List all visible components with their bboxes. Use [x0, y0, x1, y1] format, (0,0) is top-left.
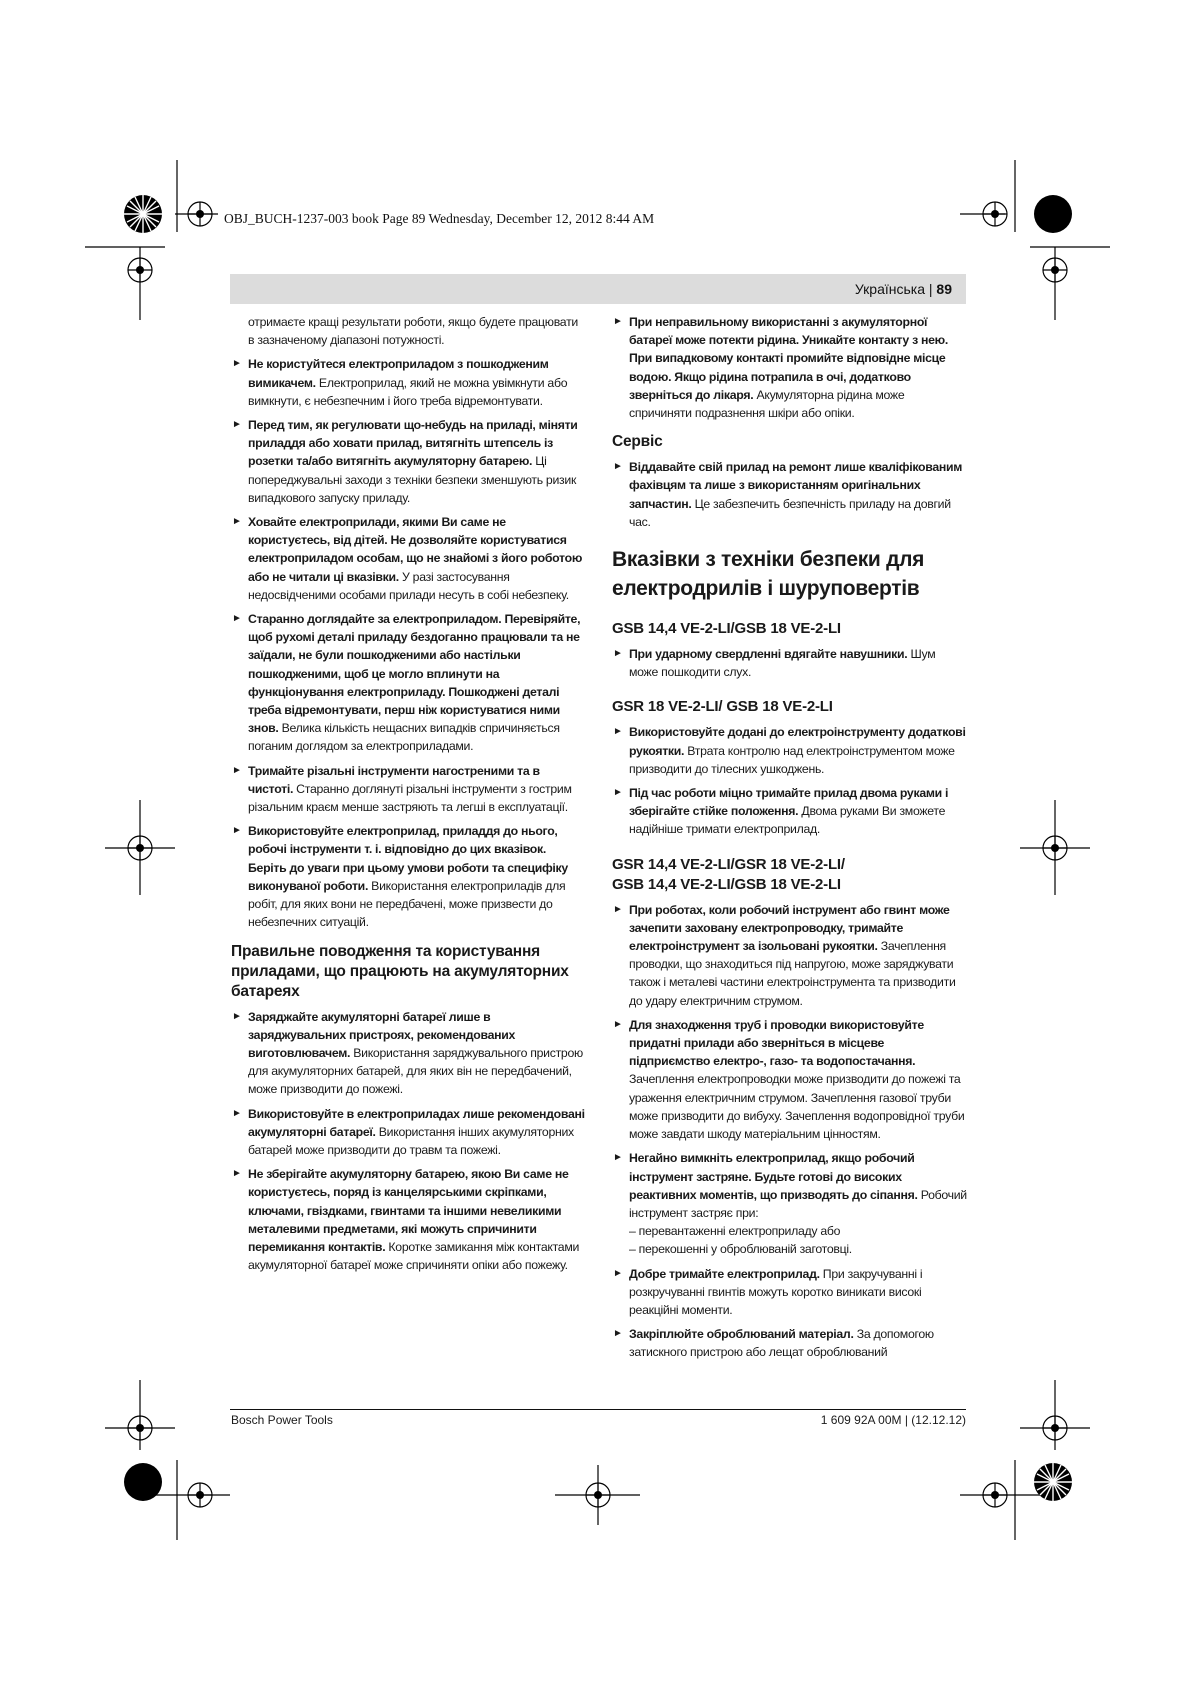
list-item: ► Перед тим, як регулювати що-небудь на приладі, міняти приладдя або ховати прилад, витягніть штепсель із розетки та/або витягніть акумуляторну батарею. Ці попереджувальні заходи з техніки безпеки зменшують ризик випадкового запуску приладу. — [232, 418, 578, 505]
arrow-bullet-icon: ► — [613, 787, 623, 799]
list-item: ► Використовуйте в електроприладах лише рекомендовані акумуляторні батареї. Використання інших акумуляторних батарей може призводити до травм та пожежі. — [232, 1106, 585, 1157]
printer-info-line: OBJ_BUCH-1237-003 book Page 89 Wednesday, December 12, 2012 8:44 AM — [224, 211, 655, 226]
list-item: ► Використовуйте електроприлад, приладдя до нього, робочі інструменти т. і. відповідно до цих вказівок. Беріть до уваги при цьому умови роботи та специфіку виконуваної роботи. Використання електроприладів для робіт, для яких вони не передбачені, може призвести до небезпечних ситуацій. — [232, 824, 568, 930]
arrow-bullet-icon: ► — [613, 316, 623, 327]
list-item: ► Ховайте електроприлади, якими Ви саме не користуєтесь, від дітей. Не дозволяйте користуватися електроприладом особам, що не знайомі з його роботою або не читали ці вказівки. У разі застосування недосвідченими особами прилади несуть в собі небезпеку. — [232, 515, 583, 602]
arrow-bullet-icon: ► — [232, 764, 242, 776]
main-section-heading: Вказівки з техніки безпеки для електродрилів і шуруповертів — [612, 548, 925, 601]
list-item: ► Під час роботи міцно тримайте прилад двома руками і зберігайте стійке положення. Двома руками Ви зможете надійніше тримати електроприлад. — [613, 786, 949, 837]
arrow-bullet-icon: ► — [613, 1018, 623, 1030]
list-item: ► Не зберігайте акумуляторну батарею, якою Ви саме не користуєтесь, поряд із канцелярськими скріпками, ключами, гвіздками, гвинтами та іншими невеликими металевими предметами, які можуть спричинити перемикання контактів. Коротке замикання між контактами акумуляторної батареї може спричиняти опіки або пожежу. — [232, 1167, 580, 1273]
arrow-bullet-icon: ► — [613, 726, 623, 738]
arrow-bullet-icon: ► — [613, 1328, 623, 1340]
list-item: ► Тримайте різальні інструменти нагостреними та в чистоті. Старанно доглянуті різальні інструменти з гострим різальним краєм менше застряють та легші в експлуатації. — [232, 763, 572, 815]
arrow-bullet-icon: ► — [613, 903, 623, 915]
arrow-bullet-icon: ► — [232, 1010, 242, 1022]
list-item: ► Заряджайте акумуляторні батареї лише в заряджувальних пристроях, рекомендованих виготовлювачем. Використання заряджувального пристрою для акумуляторних батарей, для яких він не передбачений, може призводити до пожежі. — [232, 1009, 583, 1097]
arrow-bullet-icon: ► — [613, 461, 623, 473]
model-heading: GSB 14,4 VE-2-LI/GSB 18 VE-2-LI — [612, 620, 841, 638]
arrow-bullet-icon: ► — [613, 1267, 623, 1279]
battery-section-heading: Правильне поводження та користування приладами, що працюють на акумуляторних батареях — [231, 942, 569, 1000]
list-item: ► Для знаходження труб і проводки використовуйте придатні прилади або зверніться в місцеве підприємство електро-, газо- та водопостачання. Зачеплення електропроводки може призводити до пожежі та ураження електричним струмом. Зачеплення газової труби може призводити до вибуху. Зачеплення водопровідної труби може завдати шкоду матеріальним цінностям. — [613, 1017, 965, 1142]
list-item: ► Віддавайте свій прилад на ремонт лише кваліфікованим фахівцям та лише з використанням оригінальних запчастин. Це забезпечить безпечність приладу на довгий час. — [613, 460, 963, 529]
arrow-bullet-icon: ► — [613, 648, 623, 660]
page-header — [230, 274, 966, 304]
model-heading: GSR 18 VE-2-LI/ GSB 18 VE-2-LI — [612, 698, 833, 716]
list-item: ► Не користуйтеся електроприладом з пошкодженим вимикачем. Електроприлад, який не можна увімкнути або вимкнути, є небезпечним і його треба відремонтувати. — [232, 357, 568, 408]
arrow-bullet-icon: ► — [232, 419, 242, 431]
star-target-icon — [1034, 1463, 1072, 1501]
list-item: ► Добре тримайте електроприлад. При закручуванні і розкручуванні гвинтів можуть коротко виникати високі реакційні моменти. — [613, 1266, 923, 1317]
footer-brand: Bosch Power Tools — [231, 1413, 333, 1427]
dash-list-line: – перекошенні у оброблюваній заготовці. — [629, 1242, 852, 1257]
arrow-bullet-icon: ► — [232, 516, 242, 528]
dash-list-line: – перевантаженні електроприладу або — [629, 1224, 841, 1239]
list-item: ► При неправильному використанні з акумуляторної батареї може потекти рідина. Уникайте контакту з нею. При випадковому контакті промийте відповідне місце водою. Якщо рідина потрапила в очі, додатково зверніться до лікаря. Акумуляторна рідина може спричиняти подразнення шкіри або опіки. — [613, 315, 948, 421]
arrow-bullet-icon: ► — [232, 1168, 242, 1180]
left-column — [231, 313, 586, 1280]
right-column — [612, 313, 967, 1368]
list-item: ► Закріплюйте оброблюваний матеріал. За допомогою затискного пристрою або лещат оброблюваний — [613, 1327, 934, 1360]
arrow-bullet-icon: ► — [613, 1152, 623, 1164]
star-target-icon — [124, 195, 162, 233]
page-number: 89 — [936, 281, 952, 297]
header-language: Українська — [854, 281, 925, 297]
list-item: ► При роботах, коли робочий інструмент або гвинт може зачепити заховану електропроводку, тримайте електроінструмент за ізольовані рукоятки. Зачеплення проводки, що знаходиться під напругою, може заряджувати також і металеві частини електроінструмента та призводити до удару електричним струмом. — [613, 902, 956, 1008]
list-item: ► При ударному свердленні вдягайте навушники. Шум може пошкодити слух. — [613, 647, 936, 680]
list-item: ► Негайно вимкніть електроприлад, якщо робочий інструмент застряне. Будьте готові до високих реактивних моментів, що призводять до сіпання. Робочий інструмент застряє при: — [613, 1151, 967, 1220]
header-separator: | — [928, 281, 933, 297]
arrow-bullet-icon: ► — [232, 358, 242, 370]
solid-target-icon — [124, 1463, 162, 1501]
arrow-bullet-icon: ► — [232, 825, 242, 837]
arrow-bullet-icon: ► — [232, 613, 242, 625]
list-item: ► Старанно доглядайте за електроприладом. Перевіряйте, щоб рухомі деталі приладу бездоганно працювали та не заїдали, не були пошкодженими або настільки пошкодженими, щоб це могло вплинути на функціонування електроприладу. Пошкоджені деталі треба відремонтувати, перш ніж користуватися ними знов. Велика кількість нещасних випадків спричиняється поганим доглядом за електроприладами. — [232, 612, 581, 754]
continued-paragraph: отримаєте кращі результати роботи, якщо будете працювати в зазначеному діапазоні потужності. — [248, 315, 578, 348]
footer-rule — [230, 1409, 966, 1410]
arrow-bullet-icon: ► — [232, 1107, 242, 1119]
solid-target-icon — [1034, 195, 1072, 233]
footer-doc-number: 1 609 92A 00M | (12.12.12) — [820, 1413, 966, 1427]
list-item: ► Використовуйте додані до електроінструменту додаткові рукоятки. Втрата контролю над електроінструментом може призводити до тілесних ушкоджень. — [613, 725, 966, 776]
service-heading: Сервіс — [612, 433, 663, 451]
model-heading: GSR 14,4 VE-2-LI/GSR 18 VE-2-LI/ GSB 14,4 VE-2-LI/GSB 18 VE-2-LI — [612, 855, 845, 893]
